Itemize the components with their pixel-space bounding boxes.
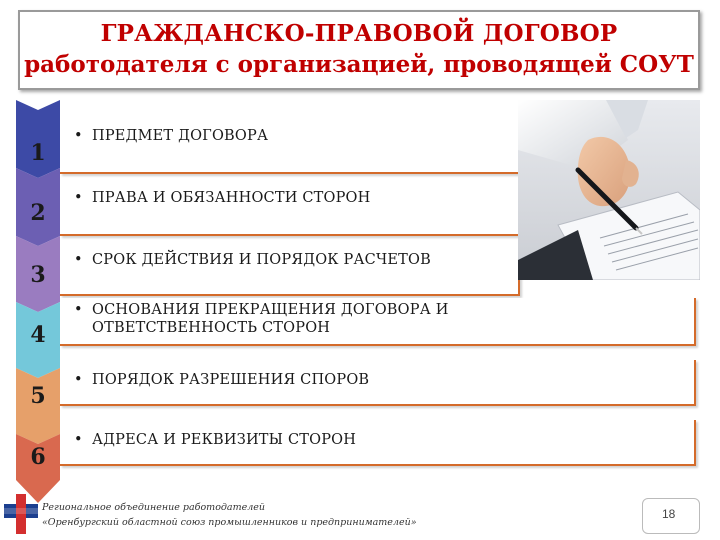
- list-item-label: ПРЕДМЕТ ДОГОВОРА: [92, 128, 269, 144]
- bullet: •: [74, 302, 83, 318]
- bullet: •: [74, 190, 83, 206]
- list-item-label: ПРАВА И ОБЯЗАННОСТИ СТОРОН: [92, 190, 371, 206]
- item-number-2: 2: [30, 200, 46, 226]
- slide-title: ГРАЖДАНСКО-ПРАВОВОЙ ДОГОВОР: [100, 20, 618, 47]
- bullet: •: [74, 128, 83, 144]
- ospp-logo: [4, 494, 38, 534]
- footer-line-1: Региональное объединение работодателей: [42, 502, 266, 513]
- list-item-2: [60, 178, 520, 236]
- list-item-label: ПОРЯДОК РАЗРЕШЕНИЯ СПОРОВ: [92, 372, 370, 388]
- list-item-label: СРОК ДЕЙСТВИЯ И ПОРЯДОК РАСЧЕТОВ: [92, 252, 431, 268]
- footer-organization: [42, 500, 417, 530]
- signing-document-photo: [518, 100, 700, 280]
- item-number-6: 6: [30, 444, 46, 470]
- bullet: •: [74, 372, 83, 388]
- list-item-3: [60, 240, 520, 296]
- list-item-1: [60, 116, 520, 174]
- item-number-4: 4: [30, 322, 46, 348]
- item-number-1: 1: [30, 140, 46, 166]
- list-item-5: [60, 360, 696, 406]
- list-item-4: [60, 298, 696, 346]
- list-item-label: ОСНОВАНИЯ ПРЕКРАЩЕНИЯ ДОГОВОРА И: [92, 302, 449, 318]
- bullet: •: [74, 432, 83, 448]
- list-item-label: АДРЕСА И РЕКВИЗИТЫ СТОРОН: [92, 432, 357, 448]
- list-item-6: [60, 420, 696, 466]
- bullet: •: [74, 252, 83, 268]
- item-number-5: 5: [30, 383, 46, 409]
- list-item-label-line2: ОТВЕТСТВЕННОСТЬ СТОРОН: [92, 320, 331, 336]
- footer-line-2: «Оренбургский областной союз промышленников и предпринимателей»: [42, 517, 417, 528]
- item-number-3: 3: [30, 262, 46, 288]
- page-number: 18: [662, 507, 676, 521]
- slide-subtitle: работодателя с организацией, проводящей СОУТ: [24, 51, 694, 78]
- stripe-segment-1: [16, 100, 60, 178]
- title-box: [18, 10, 700, 90]
